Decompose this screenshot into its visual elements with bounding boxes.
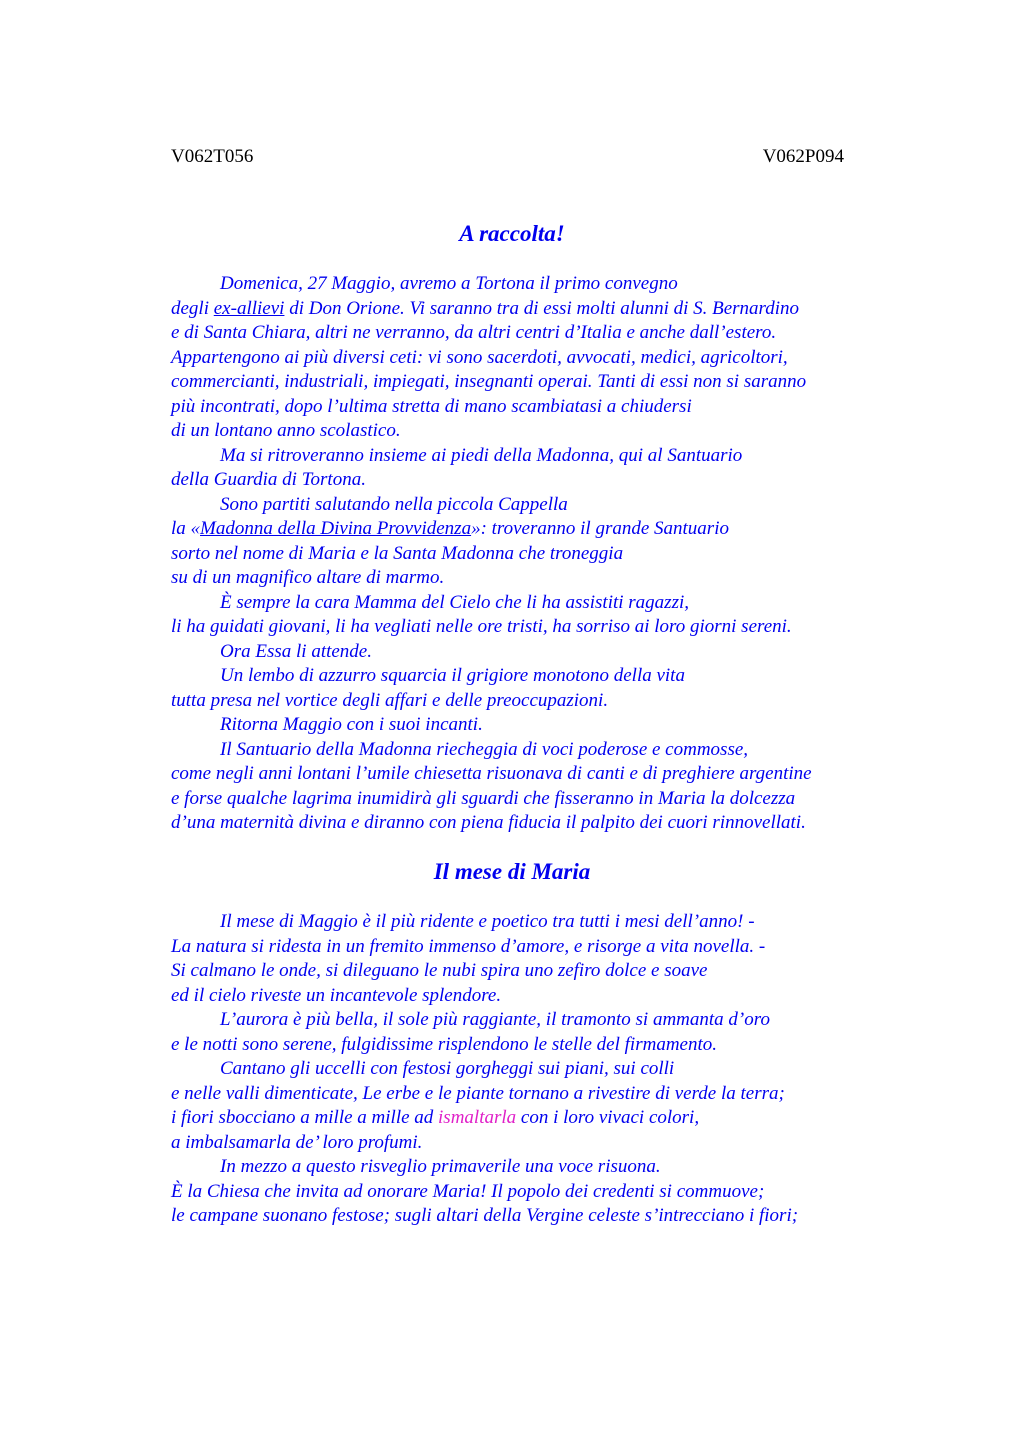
text-line: su di un magnifico altare di marmo. [171, 567, 445, 588]
text-line: Il Santuario della Madonna riecheggia di voci poderose e commosse, [220, 738, 749, 760]
text-line: Appartengono ai più diversi ceti: vi sono sacerdoti, avvocati, medici, agricoltori, [171, 346, 788, 368]
text-line: In mezzo a questo risveglio primaverile una voce risuona. [220, 1156, 661, 1177]
text-line: a imbalsamarla de’ loro profumi. [171, 1131, 423, 1153]
text-span: »: troveranno il grande Santuario [471, 518, 729, 539]
text-line: tutta presa nel vortice degli affari e delle preoccupazioni. [171, 689, 609, 711]
text-line: più incontrati, dopo l’ultima stretta di mano scambiatasi a chiudersi [171, 395, 692, 417]
header-right-code: V062P094 [762, 146, 844, 167]
text-line: Sono partiti salutando nella piccola Cappella [220, 493, 568, 515]
text-line: La natura si ridesta in un fremito immenso d’amore, e risorge a vita novella. - [171, 935, 766, 957]
text-span: con i loro vivaci colori, [516, 1107, 700, 1128]
text-line: Cantano gli uccelli con festosi gorgheggi sui piani, sui colli [220, 1058, 675, 1079]
text-line: li ha guidati giovani, li ha vegliati nelle ore tristi, ha sorriso ai loro giorni sereni. [171, 616, 792, 637]
header-left-code: V062T056 [171, 146, 254, 167]
text-line: Un lembo di azzurro squarcia il grigiore monotono della vita [220, 665, 685, 686]
section-body-il-mese-di-maria [171, 910, 891, 1229]
section-title-il-mese-di-maria: Il mese di Maria [433, 859, 591, 884]
text-line: Si calmano le onde, si dileguano le nubi spira uno zefiro dolce e soave [171, 960, 708, 981]
text-line [171, 297, 891, 322]
underlined-term: Madonna della Divina Provvidenza [200, 518, 472, 539]
text-line: L’aurora è più bella, il sole più raggiante, il tramonto si ammanta d’oro [220, 1009, 770, 1030]
text-line: Ora Essa li attende. [220, 640, 372, 662]
text-line: ed il cielo riveste un incantevole splendore. [171, 984, 502, 1006]
text-line: le campane suonano festose; sugli altari della Vergine celeste s’intrecciano i fiori; [171, 1205, 799, 1226]
text-line: d’una maternità divina e diranno con piena fiducia il palpito dei cuori rinnovellati. [171, 812, 806, 833]
text-line: Ma si ritroveranno insieme ai piedi della Madonna, qui al Santuario [220, 444, 743, 466]
text-line: e forse qualche lagrima inumidirà gli sguardi che fisseranno in Maria la dolcezza [171, 787, 796, 809]
text-line: e nelle valli dimenticate, Le erbe e le piante tornano a rivestire di verde la terra; [171, 1082, 785, 1104]
text-line: È sempre la cara Mamma del Cielo che li ha assistiti ragazzi, [220, 591, 689, 613]
text-line: e le notti sono serene, fulgidissime risplendono le stelle del firmamento. [171, 1033, 717, 1055]
text-span: degli [171, 297, 214, 319]
text-line: e di Santa Chiara, altri ne verranno, da altri centri d’Italia e anche dall’estero. [171, 322, 777, 343]
text-span: i fiori sbocciano a mille a mille ad [171, 1107, 439, 1128]
text-line [171, 517, 891, 542]
text-span: di Don Orione. Vi saranno tra di essi molti alunni di S. Bernardino [284, 297, 800, 319]
text-line: Il mese di Maggio è il più ridente e poetico tra tutti i mesi dell’anno! - [220, 911, 755, 932]
highlighted-word: ismaltarla [438, 1107, 517, 1128]
text-line: della Guardia di Tortona. [171, 469, 366, 490]
text-line [171, 1106, 891, 1131]
text-line: Domenica, 27 Maggio, avremo a Tortona il primo convegno [220, 273, 678, 294]
text-line: di un lontano anno scolastico. [171, 420, 401, 441]
text-line: sorto nel nome di Maria e la Santa Madonna che troneggia [171, 542, 624, 564]
underlined-term: ex-allievi [213, 297, 285, 319]
text-line: come negli anni lontani l’umile chiesetta risuonava di canti e di preghiere argentine [171, 763, 812, 784]
section-body-a-raccolta [171, 272, 891, 836]
text-line: È la Chiesa che invita ad onorare Maria! Il popolo dei credenti si commuove; [171, 1180, 765, 1202]
text-line: Ritorna Maggio con i suoi incanti. [220, 714, 483, 735]
text-line: commercianti, industriali, impiegati, insegnanti operai. Tanti di essi non si saranno [171, 371, 807, 392]
text-span: la « [171, 518, 201, 539]
section-title-a-raccolta: A raccolta! [459, 221, 565, 246]
